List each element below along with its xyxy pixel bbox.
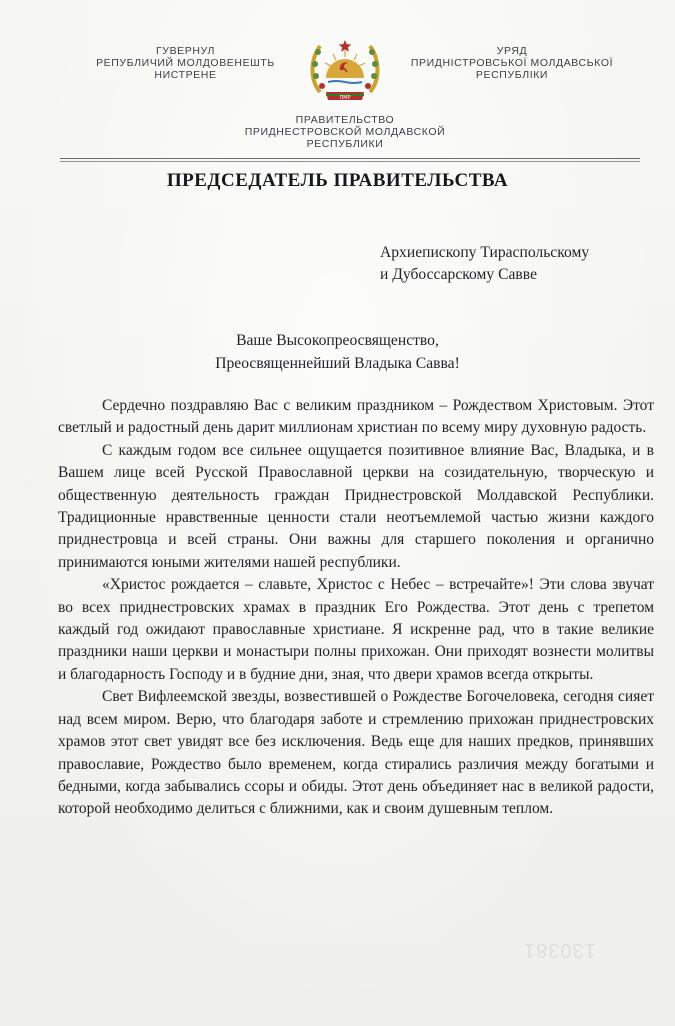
header-russian-line: РЕСПУБЛИКИ [306,138,384,150]
header-moldovan-line: РЕПУБЛИЧИЙ МОЛДОВЕНЕШТЬ [96,57,275,69]
recipient-line: Архиепископу Тираспольскому [380,244,590,261]
salutation [0,329,675,375]
header-divider [60,158,640,159]
recipient-block [380,242,660,286]
salutation-line: Ваше Высокопреосвященство, [236,332,439,349]
document-title: ПРЕДСЕДАТЕЛЬ ПРАВИТЕЛЬСТВА [166,170,509,191]
header-moldovan [78,45,293,81]
header-ukrainian-line: УРЯД [496,45,528,57]
header-divider-secondary [60,161,640,162]
show-through-number: 130381 [523,939,596,961]
emblem-motto: ПМР [339,95,351,101]
header-moldovan-line: ГУВЕРНУЛ [156,45,215,57]
header-moldovan-line: НИСТРЕНЕ [154,69,217,81]
header-russian-line: ПРИДНЕСТРОВСКОЙ МОЛДАВСКОЙ [244,126,446,138]
state-emblem-icon [306,30,384,106]
header-ukrainian [402,45,622,81]
header-ukrainian-line: РЕСПУБЛІКИ [475,69,549,81]
letter-body [58,395,654,821]
header-russian-line: ПРАВИТЕЛЬСТВО [295,114,395,126]
header-russian [205,114,485,150]
body-paragraph: С каждым годом все сильнее ощущается позитивное влияние Вас, Владыка, и в Вашем лице всей Русской Православной церкви на созидательную, творческую и общественную деятельность граждан Приднестровской Молдавской Республики. Традиционные нравственные ценности стали неотъемлемой частью жизни каждого приднестровца и всей страны. Они важны для старшего поколения и органично принимаются юными жителями нашей республики. [58,441,654,571]
body-paragraph: Свет Вифлеемской звезды, возвестившей о Рождестве Богочеловека, сегодня сияет над всем миром. Верю, что благодаря заботе и стремлению прихожан приднестровских храмов этот свет увидят все без исключения. Ведь еще для наших предков, принявших православие, Рождество было временем, когда стирались различия между богатыми и бедными, когда забывались ссоры и обиды. Этот день объединяет нас в великой радости, которой необходимо делиться с ближними, как и своим душевным теплом. [58,688,654,818]
recipient-line: и Дубоссарскому Савве [380,266,537,283]
salutation-line: Преосвященнейший Владыка Савва! [215,355,460,372]
header-ukrainian-line: ПРИДНІСТРОВСЬКОЇ МОЛДАВСЬКОЇ [410,57,614,69]
body-paragraph: Сердечно поздравляю Вас с великим праздником – Рождеством Христовым. Этот светлый и радостный день дарит миллионам христиан по всему миру духовную радость. [58,397,654,437]
body-paragraph: «Христос рождается – славьте, Христос с Небес – встречайте»! Эти слова звучат во всех приднестровских храмах в праздник Его Рождества. Этот день с трепетом каждый год ожидают православные христиане. Я искренне рад, что в такие великие праздники наши церкви и монастыри полны прихожан. Они приходят вознести молитвы и благодарность Господу и в будние дни, зная, что двери храмов всегда открыты. [58,576,654,683]
